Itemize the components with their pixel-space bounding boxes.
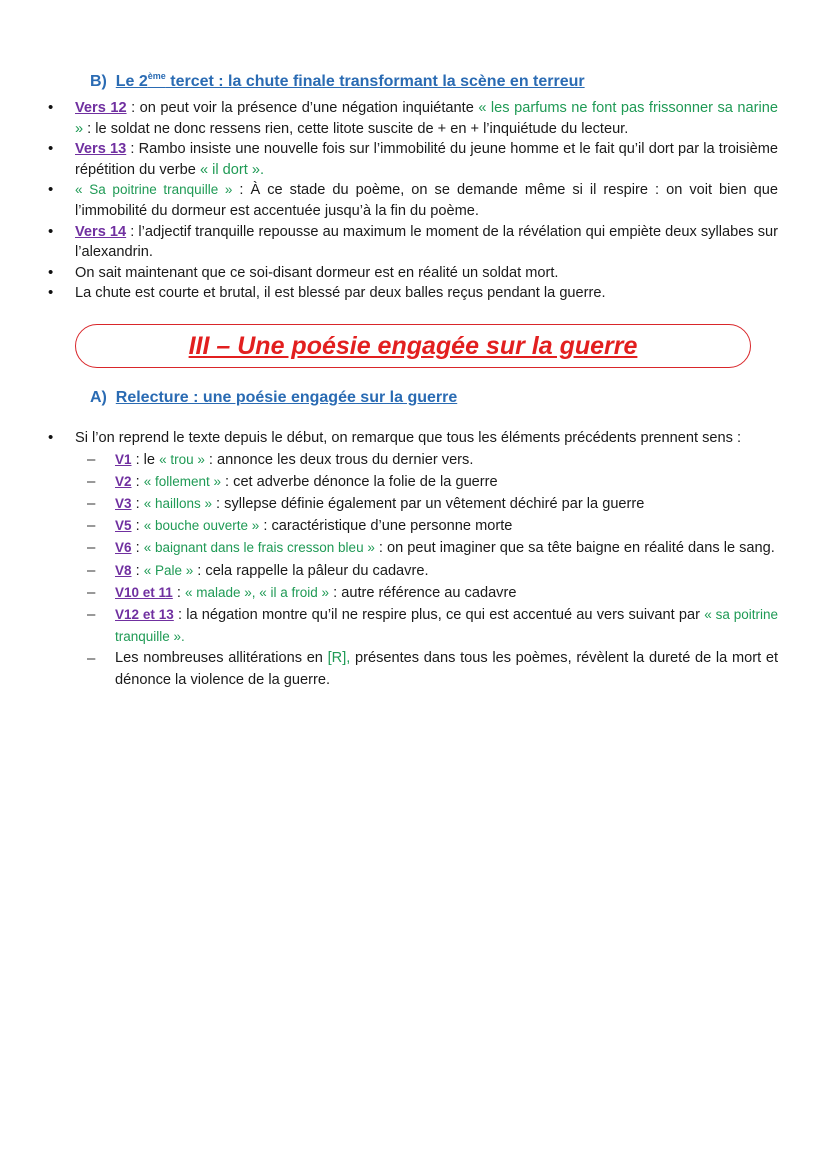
- section-b-heading: [90, 71, 585, 91]
- section-a-label: A): [90, 389, 107, 406]
- section-3-banner: [75, 324, 751, 368]
- list-item: • « Sa poitrine tranquille » : À ce stade du poème, on se demande même si il respire : on voit bien que l’immobilité du dormeur est accentuée jusqu’à la fin du poème.: [0, 180, 828, 221]
- verse-item: – V1 : le « trou » : annonce les deux trous du dernier vers.: [75, 449, 778, 471]
- list-item: • La chute est courte et brutal, il est blessé par deux balles reçus pendant la guerre.: [0, 283, 828, 304]
- section-a-heading: [90, 389, 457, 407]
- verse-item: – V8 : « Pale » : cela rappelle la pâleur du cadavre.: [75, 560, 778, 582]
- section-a-list: [0, 428, 828, 691]
- verse-item: – V6 : « baignant dans le frais cresson bleu » : on peut imaginer que sa tête baigne en réalité dans le sang.: [75, 537, 778, 559]
- section-b-label: B): [90, 73, 107, 90]
- verse-item: – Les nombreuses allitérations en [R], présentes dans tous les poèmes, révèlent la dureté de la mort et dénonce la violence de la guerre.: [75, 648, 778, 690]
- verse-item: – V3 : « haillons » : syllepse définie également par un vêtement déchiré par la guerre: [75, 493, 778, 515]
- verse-list: [75, 449, 778, 691]
- verse-item: – V2 : « follement » : cet adverbe dénonce la folie de la guerre: [75, 471, 778, 493]
- verse-item: – V10 et 11 : « malade », « il a froid » : autre référence au cadavre: [75, 582, 778, 604]
- section-a-title: Relecture : une poésie engagée sur la guerre: [115, 389, 458, 406]
- section-b-list: [0, 98, 828, 304]
- list-item: • Vers 14 : l’adjectif tranquille repousse au maximum le moment de la révélation qui empiète deux syllabes sur l’alexandrin.: [0, 222, 828, 263]
- verse-item: – V12 et 13 : la négation montre qu’il ne respire plus, ce qui est accentué au vers suivant par « sa poitrine tranquille ».: [75, 604, 778, 648]
- section-3-title: III – Une poésie engagée sur la guerre: [188, 331, 638, 360]
- list-item: • On sait maintenant que ce soi-disant dormeur est en réalité un soldat mort.: [0, 263, 828, 284]
- section-b-title: Le 2ème tercet : la chute finale transformant la scène en terreur: [115, 71, 585, 90]
- list-item: • Vers 12 : on peut voir la présence d’une négation inquiétante « les parfums ne font pas frissonner sa narine » : le soldat ne donc ressens rien, cette litote suscite de + en + l’inquiétude du lecteur.: [0, 98, 828, 139]
- list-item: [0, 428, 828, 691]
- list-item: • Vers 13 : Rambo insiste une nouvelle fois sur l’immobilité du jeune homme et le fait qu’il dort par la troisième répétition du verbe « il dort ».: [0, 139, 828, 180]
- verse-item: – V5 : « bouche ouverte » : caractéristique d’une personne morte: [75, 515, 778, 537]
- intro-text: Si l’on reprend le texte depuis le début, on remarque que tous les éléments précédents prennent sens :: [75, 430, 742, 446]
